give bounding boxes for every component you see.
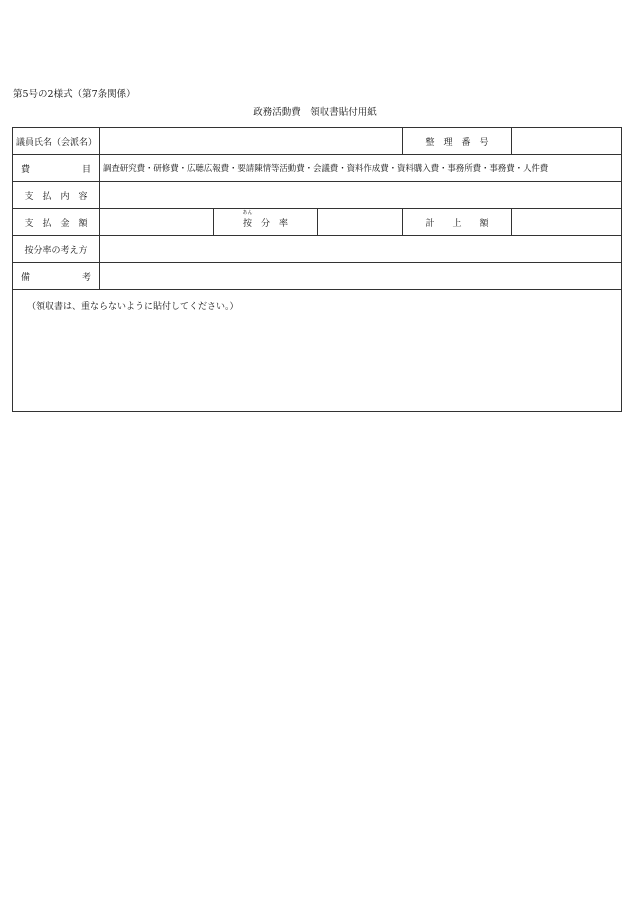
allocation-method-field[interactable] <box>100 236 622 263</box>
row-payment-content <box>13 182 622 209</box>
form-number: 第5号の2様式（第7条関係） <box>13 89 136 100</box>
recorded-amount-label: 計 上 額 <box>403 209 512 236</box>
payment-amount-field[interactable] <box>100 209 214 236</box>
row-payment-amount <box>13 209 622 236</box>
payment-amount-label: 支 払 金 額 <box>13 209 100 236</box>
expense-item-options[interactable]: 調査研究費・研修費・広聴広報費・要請陳情等活動費・会議費・資料作成費・資料購入費・事務所費・事務費・人件費 <box>100 155 622 182</box>
row-expense-item <box>13 155 622 182</box>
remarks-field[interactable] <box>100 263 622 290</box>
row-allocation-method <box>13 236 622 263</box>
payment-content-field[interactable] <box>100 182 622 209</box>
allocation-rate-ruby: あん <box>242 209 253 216</box>
receipt-note: （領収書は、重ならないように貼付してください。） <box>27 302 239 312</box>
row-remarks <box>13 263 622 290</box>
expense-item-label: 費 目 <box>13 155 100 182</box>
member-name-label: 議員氏名（会派名） <box>13 128 100 155</box>
receipt-paste-area <box>13 290 622 412</box>
allocation-rate-rest: 分 率 <box>252 218 289 229</box>
member-name-field[interactable] <box>100 128 403 155</box>
allocation-method-label: 按分率の考え方 <box>13 236 100 263</box>
receipt-form-table <box>12 127 622 412</box>
payment-content-label: 支 払 内 容 <box>13 182 100 209</box>
allocation-rate-char: 按 <box>242 218 252 229</box>
reference-number-label: 整 理 番 号 <box>403 128 512 155</box>
row-member-name <box>13 128 622 155</box>
row-receipt-area <box>13 290 622 412</box>
reference-number-field[interactable] <box>512 128 622 155</box>
allocation-rate-label <box>214 209 318 236</box>
remarks-label: 備 考 <box>13 263 100 290</box>
recorded-amount-field[interactable] <box>512 209 622 236</box>
form-title: 政務活動費 領収書貼付用紙 <box>253 107 377 118</box>
allocation-rate-field[interactable] <box>318 209 403 236</box>
